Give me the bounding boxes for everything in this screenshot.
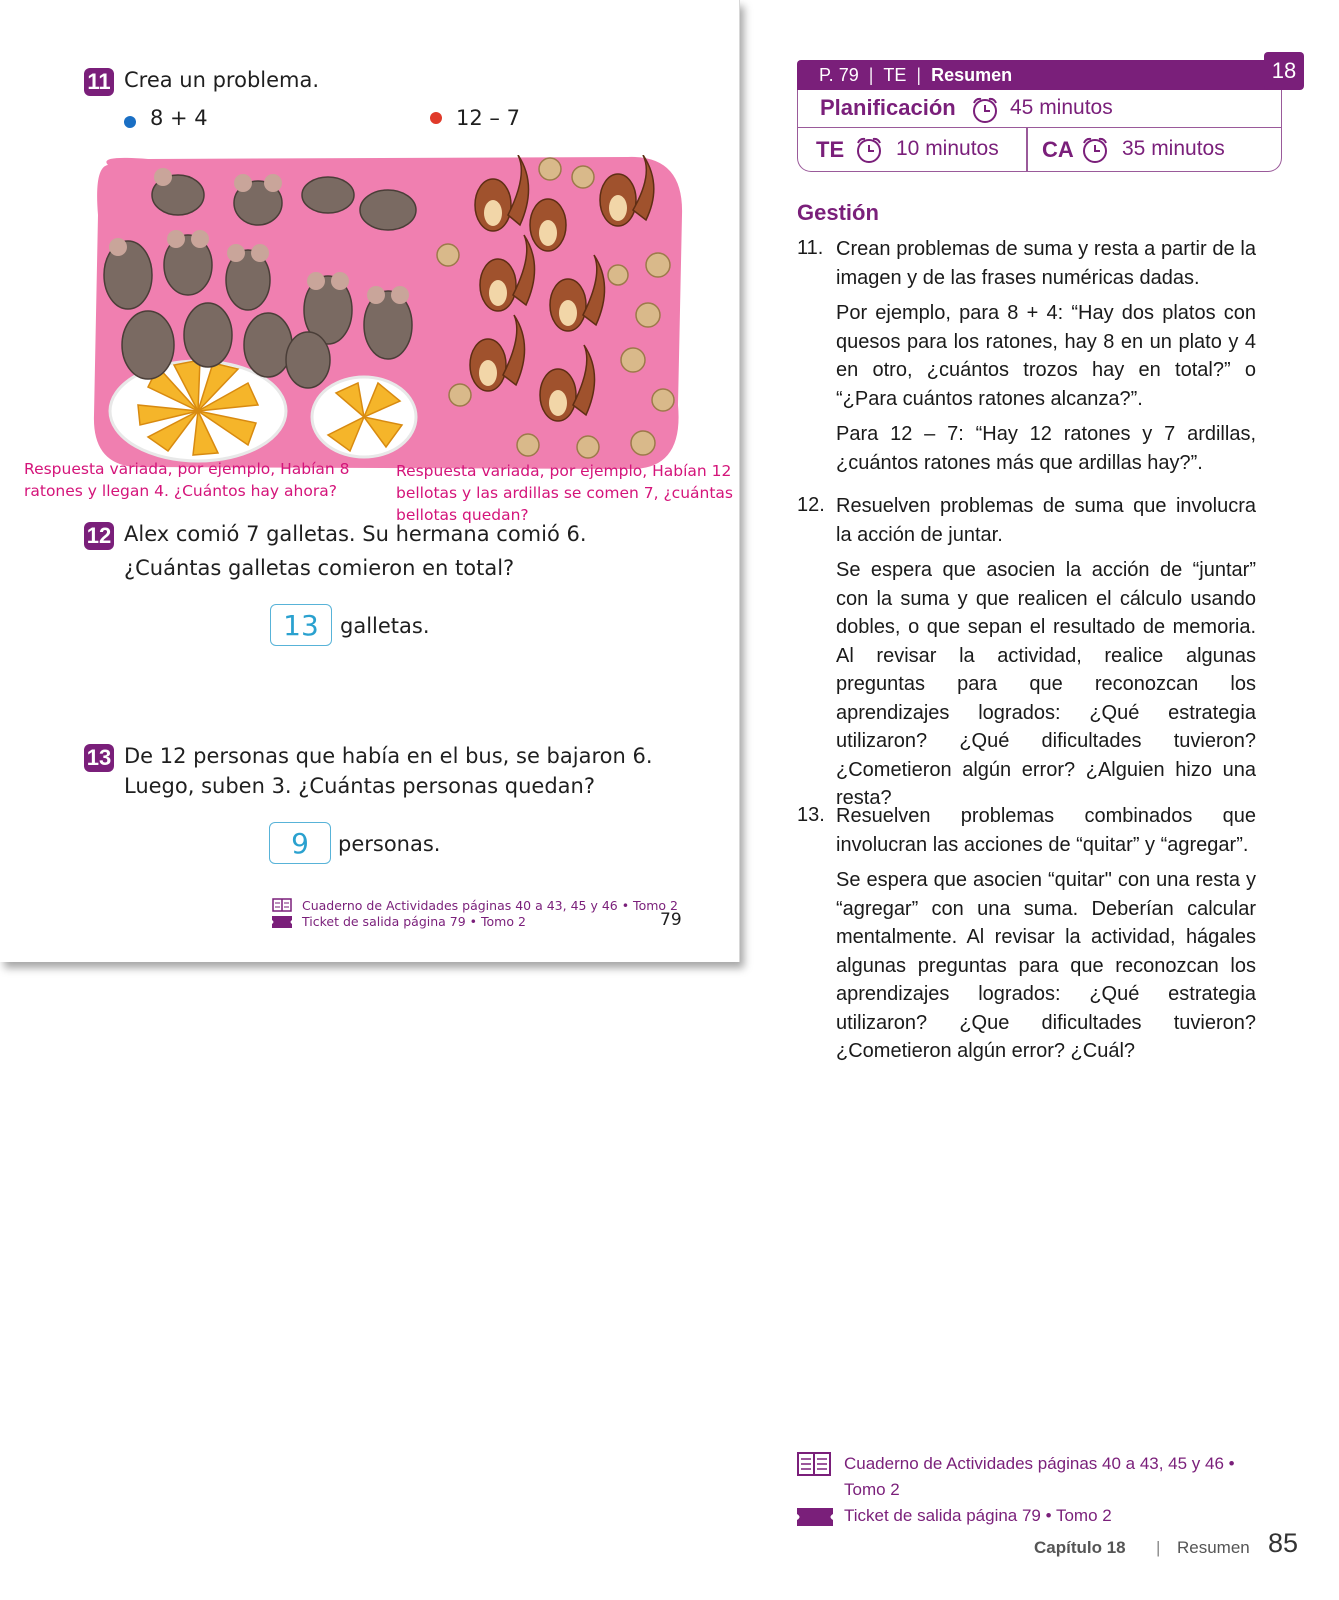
footer-chapter: Capítulo 18 — [1034, 1538, 1126, 1557]
alarm-clock-icon — [970, 96, 1000, 124]
student-page-number: 79 — [660, 910, 682, 930]
te-time: 10 minutos — [896, 137, 999, 160]
answer-note-addition — [24, 458, 350, 502]
problem-11-text: Crea un problema. — [124, 68, 320, 92]
planning-box — [797, 90, 1282, 172]
workbook-icon — [797, 1452, 831, 1476]
expression-8-plus-4: 8 + 4 — [150, 106, 208, 130]
header-separator: | — [868, 64, 874, 85]
footer-separator: | — [1156, 1538, 1161, 1557]
gestion-item-13-para: Resuelven problemas combinados que involucran las acciones de “quitar” y “agregar”. — [836, 805, 1256, 856]
ca-label: CA — [1042, 137, 1074, 162]
planning-total-time: 45 minutos — [1010, 96, 1113, 119]
planning-label: Planificación — [820, 95, 956, 120]
answer-note-line: Respuesta variada, por ejemplo, Habían 8 — [24, 460, 350, 478]
problem-12-unit: galletas. — [340, 614, 430, 638]
problem-13-line2: Luego, suben 3. ¿Cuántas personas quedan? — [124, 774, 595, 798]
gestion-item-11-para: Para 12 – 7: “Hay 12 ratones y 7 ardillas, ¿cuántos ratones más que ardillas hay?”. — [836, 423, 1256, 474]
blue-bullet-icon — [124, 116, 136, 128]
alarm-clock-icon — [854, 136, 884, 164]
student-page — [0, 0, 740, 962]
planning-split-row — [798, 128, 1281, 172]
ca-time: 35 minutos — [1122, 137, 1225, 160]
teacher-footer-workbook-volume: Tomo 2 — [844, 1480, 900, 1499]
problem-12-answer-box[interactable]: 13 — [270, 604, 332, 646]
teacher-footer-ticket: Ticket de salida página 79 • Tomo 2 — [844, 1506, 1112, 1525]
planning-divider — [1026, 128, 1028, 172]
expression-12-minus-7: 12 – 7 — [456, 106, 520, 130]
gestion-item-12-number: 12. — [797, 494, 825, 516]
teacher-page-number: 85 — [1268, 1528, 1299, 1558]
answer-note-line: ratones y llegan 4. ¿Cuántos hay ahora? — [24, 482, 337, 500]
student-footer-workbook: Cuaderno de Actividades páginas 40 a 43, 45 y 46 • Tomo 2 — [302, 898, 678, 913]
summary-header-bar — [797, 60, 1270, 90]
te-label: TE — [816, 137, 845, 162]
ticket-icon — [272, 916, 292, 928]
gestion-item-12-para: Resuelven problemas de suma que involucra la acción de juntar. — [836, 495, 1256, 546]
gestion-item-13-para: Se espera que asocien “quitar" con una resta y “agregar” con una suma. Deberían calcular mentalmente. Al revisar la actividad, hágales algunas preguntas para que reconozcan los aprendizajes logrados: ¿Qué estrategia utilizaron? ¿Que dificultades tuvieron? ¿Cometieron algún error? ¿Cuál? — [836, 869, 1256, 1062]
teacher-footer-workbook: Cuaderno de Actividades páginas 40 a 43, 45 y 46 • — [844, 1454, 1235, 1473]
problem-12-line1: Alex comió 7 galletas. Su hermana comió 6. — [124, 522, 587, 546]
gestion-item-11-para: Por ejemplo, para 8 + 4: “Hay dos platos con quesos para los ratones, hay 8 en un plato y 4 en otro, ¿cuántos trozos hay en total?” o “¿Para cuántos ratones alcanza?”. — [836, 302, 1256, 410]
header-separator: | — [916, 64, 922, 85]
answer-note-line: Respuesta variada, por ejemplo, Habían 12 — [396, 462, 732, 480]
answer-note-subtraction — [396, 460, 733, 526]
gestion-item-11-para: Crean problemas de suma y resta a partir de la imagen y de las frases numéricas dadas. — [836, 238, 1256, 289]
planning-total-row — [798, 90, 1281, 128]
workbook-icon — [272, 898, 292, 912]
alarm-clock-icon — [1080, 136, 1110, 164]
header-type: TE — [883, 64, 907, 85]
problem-11-number: 11 — [84, 68, 114, 96]
gestion-item-12-para: Se espera que asocien la acción de “juntar” con la suma y que realicen el cálculo usando dobles, o que sepan el resultado de memoria. Al revisar la actividad, realice algunas preguntas para que reconozcan los aprendizajes logrados: ¿Qué estrategia utilizaron? ¿Qué dificultades tuvieron? ¿Cometieron algún error? ¿Alguien hizo una resta? — [836, 559, 1256, 809]
answer-note-line: bellotas y las ardillas se comen 7, ¿cuántas — [396, 484, 734, 502]
red-bullet-icon — [430, 112, 442, 124]
gestion-item-13-number: 13. — [797, 804, 825, 826]
problem-13-line1: De 12 personas que había en el bus, se bajaron 6. — [124, 744, 653, 768]
chapter-badge: 18 — [1264, 52, 1304, 90]
footer-section: Resumen — [1177, 1538, 1250, 1557]
mice-squirrels-illustration — [88, 155, 686, 473]
gestion-title: Gestión — [797, 200, 879, 225]
problem-13-number: 13 — [84, 744, 114, 772]
problem-12-line2: ¿Cuántas galletas comieron en total? — [124, 556, 515, 580]
problem-12-number: 12 — [84, 522, 114, 550]
answer-note-line: bellotas quedan? — [396, 506, 529, 524]
header-section: Resumen — [931, 64, 1013, 85]
problem-13-answer-box[interactable]: 9 — [269, 822, 331, 864]
student-footer-ticket: Ticket de salida página 79 • Tomo 2 — [302, 914, 526, 929]
header-page-ref: P. 79 — [819, 64, 859, 85]
gestion-item-11-number: 11. — [797, 237, 824, 259]
ticket-icon — [797, 1508, 833, 1526]
problem-13-unit: personas. — [338, 832, 441, 856]
